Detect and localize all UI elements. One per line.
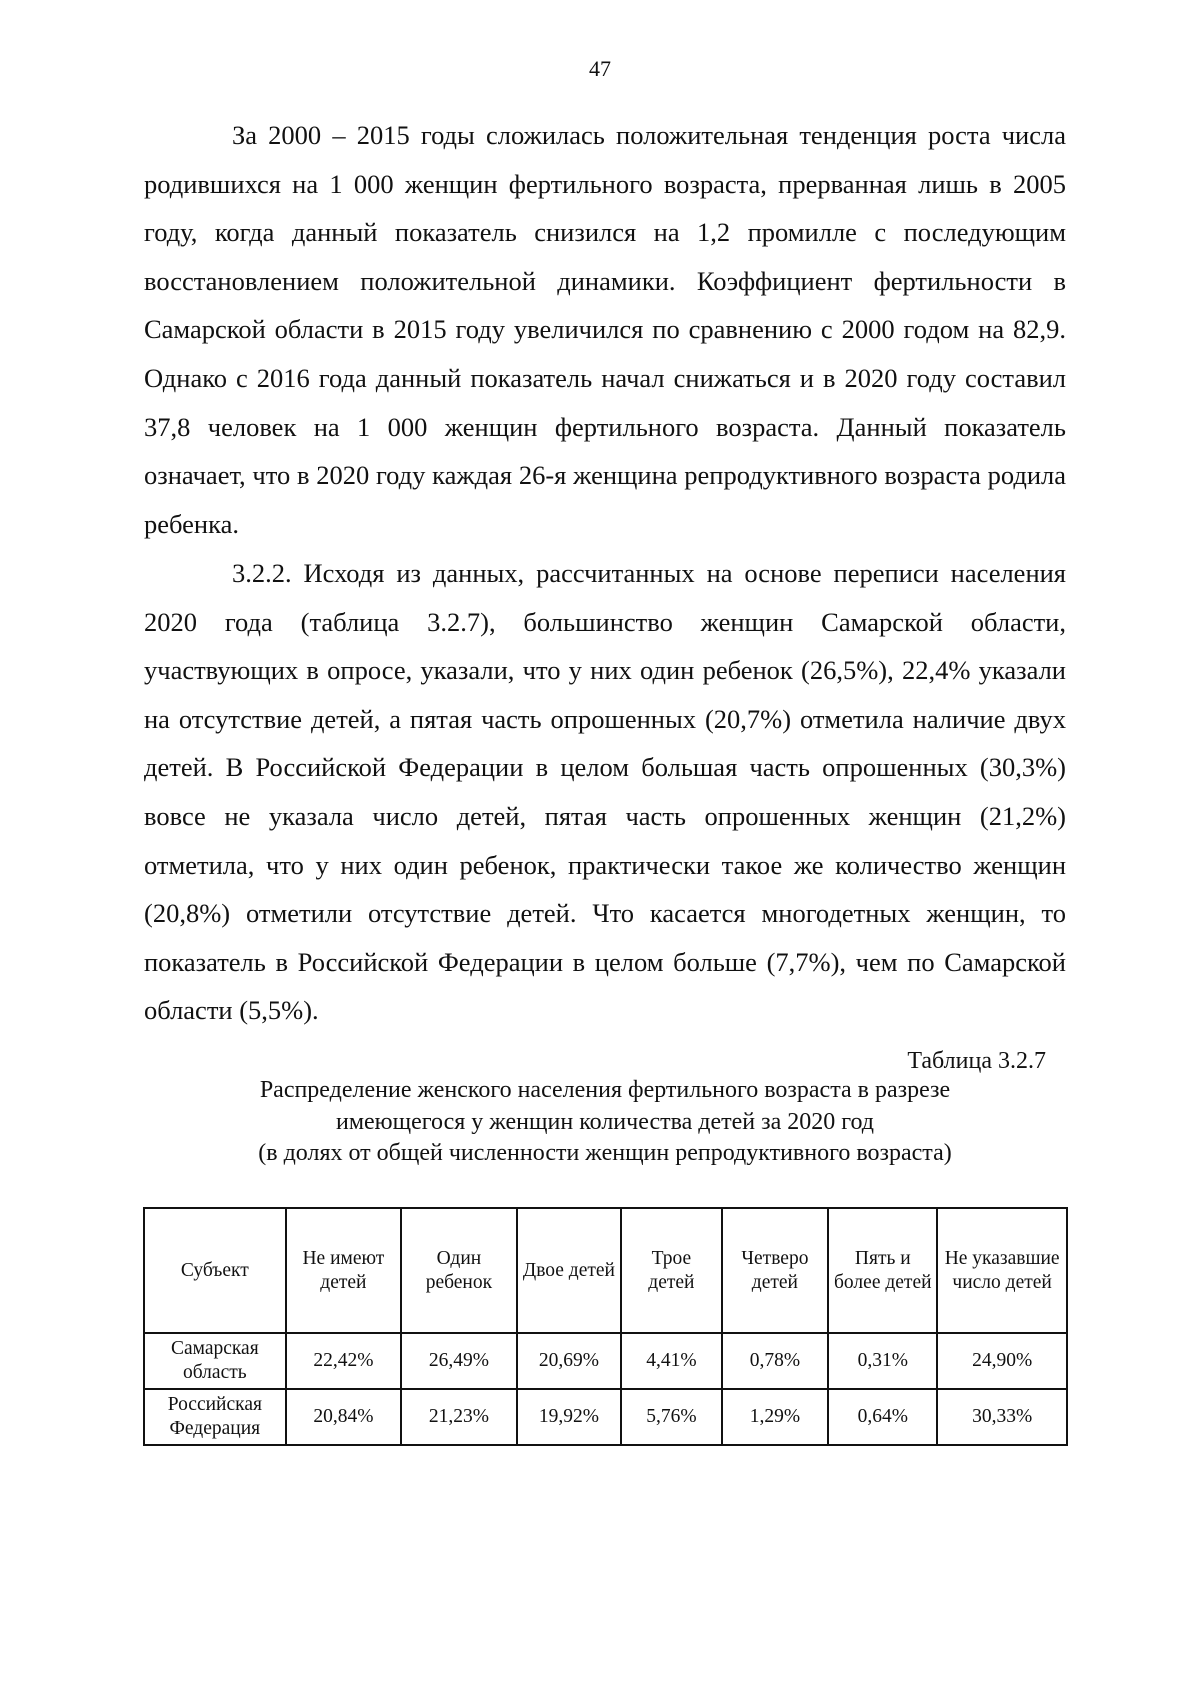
row-subject: Самарская область: [144, 1333, 286, 1389]
paragraph-text: 3.2.2. Исходя из данных, рассчитанных на основе переписи населения 2020 года (таблица 3.2.7), большинство женщин Самарской области, участвующих в опросе, указали, что у них один ребенок (26,5%), 22,4% указали на отсутствие детей, а пятая часть опрошенных (20,7%) отметила наличие двух детей. В Российской Федерации в целом большая часть опрошенных (30,3%) вовсе не указала число детей, пятая часть опрошенных женщин (21,2%) отметила, что у них один ребенок, практически такое же количество женщин (20,8%) отметили отсутствие детей. Что касается многодетных женщин, то показатель в Российской Федерации в целом больше (7,7%), чем по Самарской области (5,5%).: [144, 558, 1066, 1026]
header-three-children: Трое детей: [621, 1208, 721, 1333]
header-no-children: Не имеют детей: [286, 1208, 402, 1333]
page-number: 47: [589, 56, 611, 81]
paragraph-census-distribution: [144, 549, 1066, 1035]
table-cell: 20,84%: [286, 1389, 402, 1445]
table-caption-line: (в долях от общей численности женщин репродуктивного возраста): [258, 1140, 952, 1166]
header-not-specified: Не указавшие число детей: [937, 1208, 1067, 1333]
table-cell: 19,92%: [517, 1389, 622, 1445]
header-subject: Субъект: [144, 1208, 286, 1333]
table-caption-line: Распределение женского населения фертильного возраста в разрезе: [259, 1077, 951, 1103]
table-cell: 0,31%: [828, 1333, 937, 1389]
table-caption-line: имеющегося у женщин количества детей за 2020 год: [335, 1108, 875, 1135]
paragraph-text: За 2000 – 2015 годы сложилась положительная тенденция роста числа родившихся на 1 000 женщин фертильного возраста, прерванная лишь в 2005 году, когда данный показатель снизился на 1,2 промилле с последующим восстановлением положительной динамики. Коэффициент фертильности в Самарской области в 2015 году увеличился по сравнению с 2000 годом на 82,9. Однако с 2016 года данный показатель начал снижаться и в 2020 году составил 37,8 человек на 1 000 женщин фертильного возраста. Данный показатель означает, что в 2020 году каждая 26-я женщина репродуктивного возраста родила ребенка.: [144, 120, 1066, 539]
table-header-row: [144, 1208, 1067, 1333]
row-subject: Российская Федерация: [144, 1389, 286, 1445]
paragraph-fertility-trend: [144, 111, 1066, 548]
table-cell: 5,76%: [621, 1389, 721, 1445]
table-cell: 0,78%: [722, 1333, 829, 1389]
children-distribution-table: [143, 1207, 1068, 1446]
table-row: [144, 1333, 1067, 1389]
table-cell: 26,49%: [401, 1333, 517, 1389]
table-cell: 20,69%: [517, 1333, 622, 1389]
header-two-children: Двое детей: [517, 1208, 622, 1333]
table-cell: 30,33%: [937, 1389, 1067, 1445]
table-cell: 22,42%: [286, 1333, 402, 1389]
header-four-children: Четверо детей: [722, 1208, 829, 1333]
header-one-child: Один ребенок: [401, 1208, 517, 1333]
table-cell: 4,41%: [621, 1333, 721, 1389]
table-row: [144, 1389, 1067, 1445]
table-cell: 1,29%: [722, 1389, 829, 1445]
header-five-plus-children: Пять и более детей: [828, 1208, 937, 1333]
table-label: Таблица 3.2.7: [907, 1048, 1046, 1074]
table-caption: [140, 1075, 1070, 1170]
table-cell: 24,90%: [937, 1333, 1067, 1389]
table-cell: 21,23%: [401, 1389, 517, 1445]
table-cell: 0,64%: [828, 1389, 937, 1445]
